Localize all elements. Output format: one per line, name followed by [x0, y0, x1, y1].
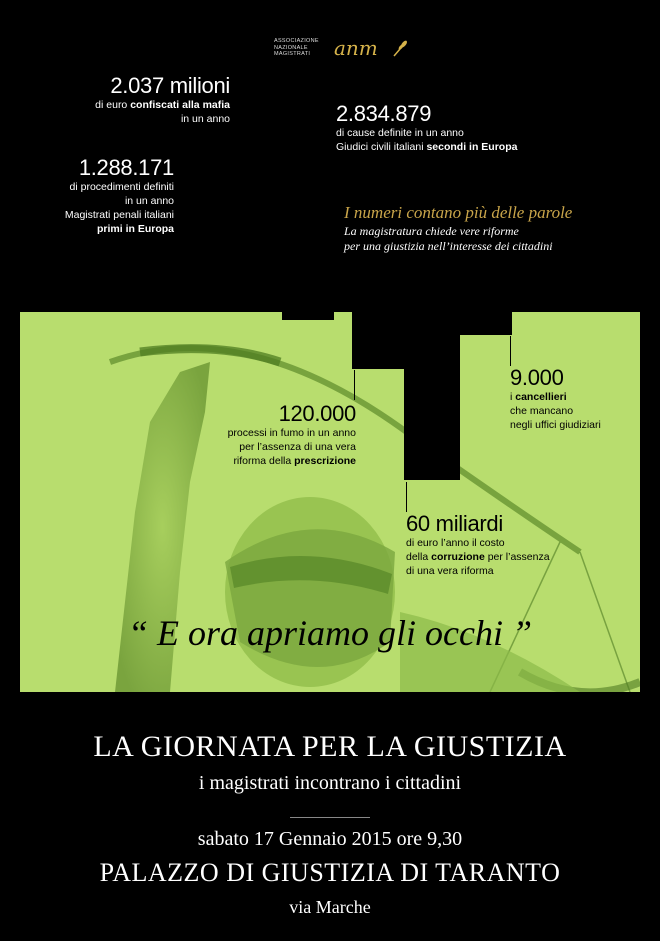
event-title: LA GIORNATA PER LA GIUSTIZIA: [93, 730, 567, 763]
logo-brand: anm: [334, 36, 378, 60]
event-subtitle: i magistrati incontrano i cittadini: [198, 772, 462, 794]
stat-prescription: 120.000 processi in fumo in un anno per l’assenza di una vera riforma della prescrizione: [196, 402, 356, 468]
event-date: sabato 17 Gennaio 2015 ore 9,30: [197, 828, 463, 850]
bar-mafia: [232, 150, 282, 312]
logo-wheat-icon: [392, 38, 410, 58]
stat-penal: 1.288.171 di procedimenti definiti in un anno Magistrati penali italiani primi in Europa: [20, 156, 174, 236]
stat-civil: 2.834.879 di cause definite in un anno Giudici civili italiani secondi in Europa: [336, 102, 596, 154]
bar-corruption: [404, 275, 460, 480]
bar-prescription: [352, 275, 404, 369]
event-address: via Marche: [289, 897, 371, 917]
logo-org-name: ASSOCIAZIONE NAZIONALE MAGISTRATI: [274, 38, 319, 57]
tagline: I numeri contano più delle parole La magistratura chiede vere riforme per una giustizia nell’interesse dei cittadini: [344, 202, 634, 254]
bar-penal: [174, 248, 232, 312]
stat-corruption-number: 60 miliardi: [406, 511, 503, 536]
bar-clerks: [460, 275, 512, 335]
bar-civil: [282, 150, 334, 320]
stat-mafia: 2.037 milioni di euro confiscati alla mafia in un anno: [60, 74, 230, 126]
stat-prescription-number: 120.000: [278, 401, 356, 426]
stat-clerks-number: 9.000: [510, 365, 564, 390]
pointer-prescription: [354, 370, 355, 400]
divider: [290, 817, 370, 818]
stat-clerks: 9.000 i cancellieri che mancano negli uffici giudiziari: [510, 366, 638, 432]
stat-civil-number: 2.834.879: [336, 101, 432, 126]
pointer-corruption: [406, 482, 407, 512]
stat-mafia-number: 2.037 milioni: [110, 73, 230, 98]
stat-penal-number: 1.288.171: [78, 155, 174, 180]
anm-logo: [274, 38, 414, 66]
stat-corruption: 60 miliardi di euro l’anno il costo della corruzione per l’assenza di una vera riforma: [406, 512, 606, 578]
quote: “ E ora apriamo gli occhi ”: [127, 613, 532, 653]
pointer-clerks: [510, 336, 511, 366]
tagline-headline: I numeri contano più delle parole: [344, 203, 573, 222]
event-venue: PALAZZO DI GIUSTIZIA DI TARANTO: [99, 858, 561, 887]
